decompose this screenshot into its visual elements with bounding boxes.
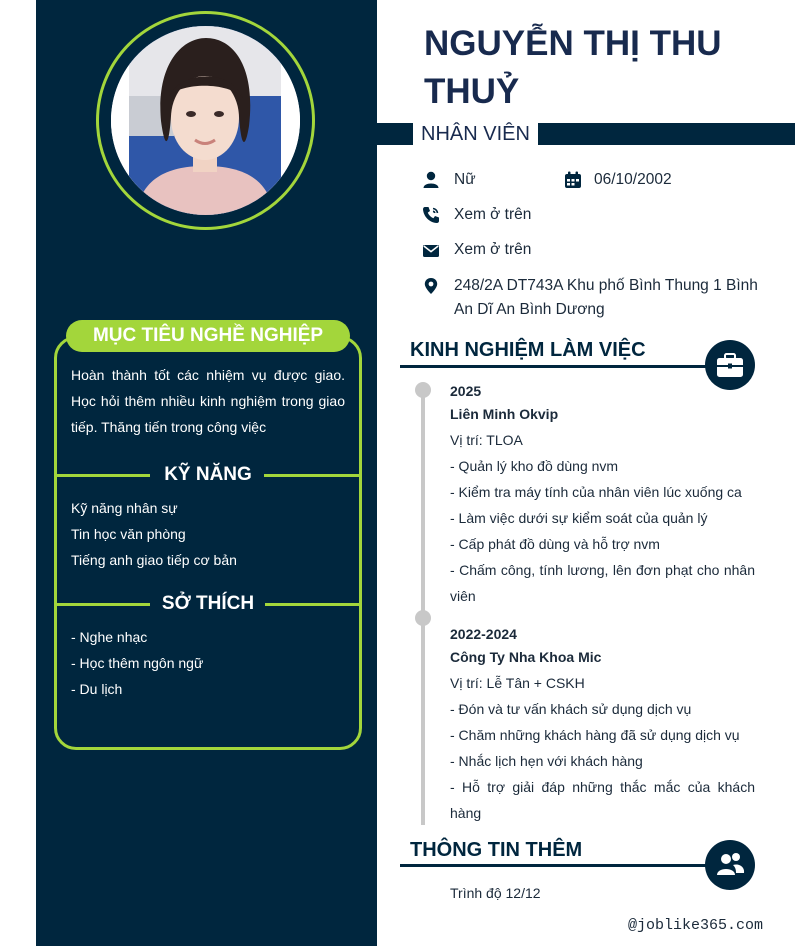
birthday-value: 06/10/2002 <box>594 171 672 188</box>
experience-heading: KINH NGHIỆM LÀM VIỆC <box>410 339 646 361</box>
objective-heading: MỤC TIÊU NGHỀ NGHIỆP <box>66 320 350 352</box>
watermark: @joblike365.com <box>628 917 764 934</box>
additional-badge <box>705 840 755 890</box>
objective-text: Hoàn thành tốt các nhiệm vụ được giao. Học hỏi thêm nhiều kinh nghiệm trong giao tiếp. Thăng tiến trong công việc <box>71 367 345 435</box>
hobby-item: - Học thêm ngôn ngữ <box>71 655 204 671</box>
profile-photo-icon <box>111 26 300 215</box>
duty-item: - Nhắc lịch hẹn với khách hàng <box>450 753 643 769</box>
duty-item: - Kiểm tra máy tính của nhân viên lúc xuống ca <box>450 484 742 500</box>
hobbies-list <box>71 624 351 702</box>
avatar <box>111 26 300 215</box>
calendar-icon <box>564 171 582 189</box>
users-icon <box>705 840 755 890</box>
timeline <box>421 390 425 825</box>
job-entry <box>450 622 755 826</box>
job-role: Vị trí: TLOA <box>450 432 523 448</box>
email-icon <box>422 242 440 260</box>
phone-value: Xem ở trên <box>454 206 532 223</box>
job-position: NHÂN VIÊN <box>413 120 538 148</box>
job-company: Liên Minh Okvip <box>450 406 559 422</box>
skills-header <box>54 461 362 489</box>
experience-rule <box>400 365 710 368</box>
job-period: 2025 <box>450 383 482 399</box>
duty-item: - Quản lý kho đồ dùng nvm <box>450 458 619 474</box>
skills-list <box>71 495 351 573</box>
skill-item: Kỹ năng nhân sự <box>71 500 178 516</box>
job-role: Vị trí: Lễ Tân + CSKH <box>450 675 585 691</box>
additional-text: Trình độ 12/12 <box>450 885 541 901</box>
hobby-item: - Du lịch <box>71 681 123 697</box>
user-icon <box>422 171 440 189</box>
hobby-item: - Nghe nhạc <box>71 629 148 645</box>
timeline-dot <box>415 382 431 398</box>
candidate-name: NGUYỄN THỊ THU THUỶ <box>424 24 722 111</box>
duty-item: - Đón và tư vấn khách sử dụng dịch vụ <box>450 701 692 717</box>
skill-item: Tin học văn phòng <box>71 526 186 542</box>
location-pin-icon <box>422 277 440 295</box>
job-duties <box>450 696 755 826</box>
duty-item: - Chăm những khách hàng đã sử dụng dịch vụ <box>450 727 740 743</box>
job-duties <box>450 453 755 609</box>
duty-item: - Hỗ trợ giải đáp những thắc mắc của khách hàng <box>450 779 755 821</box>
duty-item: - Làm việc dưới sự kiểm soát của quản lý <box>450 510 708 526</box>
job-company: Công Ty Nha Khoa Mic <box>450 649 602 665</box>
skills-heading: KỸ NĂNG <box>164 464 252 485</box>
phone-icon <box>422 206 440 224</box>
duty-item: - Cấp phát đồ dùng và hỗ trợ nvm <box>450 536 660 552</box>
hobbies-header <box>54 590 362 618</box>
job-period: 2022-2024 <box>450 626 517 642</box>
skill-item: Tiếng anh giao tiếp cơ bản <box>71 552 237 568</box>
gender-value: Nữ <box>454 171 476 188</box>
additional-rule <box>400 864 710 867</box>
duty-item: - Chấm công, tính lương, lên đơn phạt cho nhân viên <box>450 562 755 604</box>
hobbies-heading: SỞ THÍCH <box>161 593 255 614</box>
job-entry <box>450 379 755 609</box>
address-value: 248/2A DT743A Khu phố Bình Thung 1 Bình An Dĩ An Bình Dương <box>454 277 758 318</box>
email-value: Xem ở trên <box>454 241 532 258</box>
additional-heading: THÔNG TIN THÊM <box>410 839 583 861</box>
timeline-dot <box>415 610 431 626</box>
